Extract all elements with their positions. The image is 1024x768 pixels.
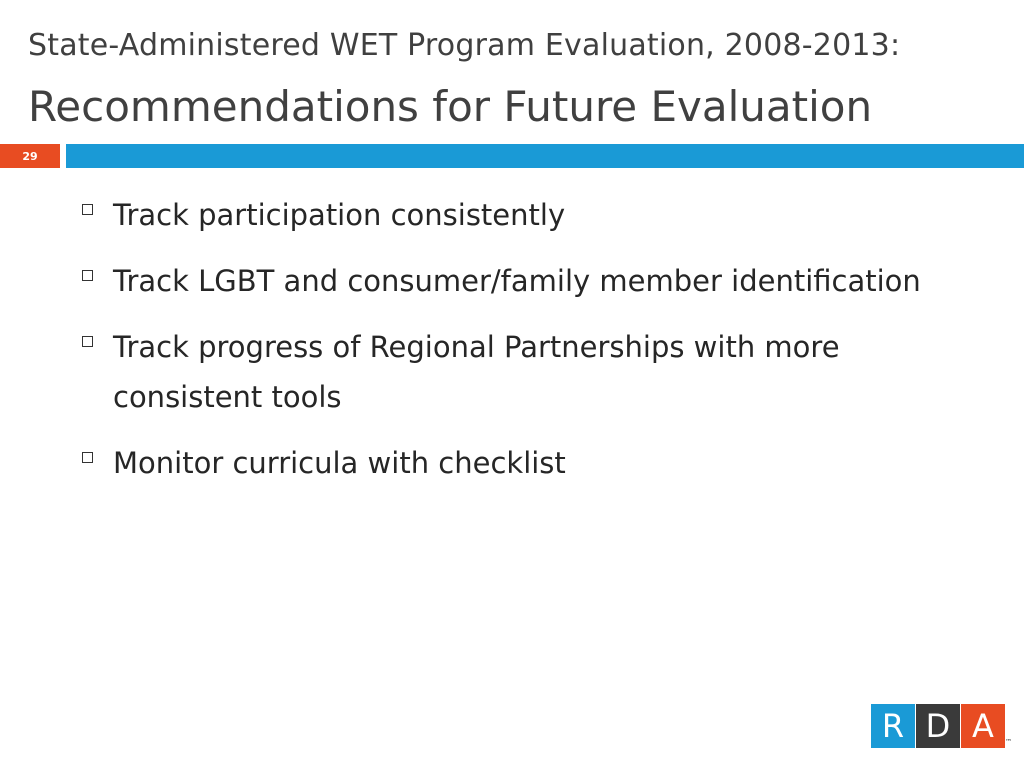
rda-logo: [871, 704, 1006, 748]
bullet-text: Track LGBT and consumer/family member identification: [113, 264, 921, 298]
square-bullet-icon: [82, 270, 93, 281]
logo-letter-d: D: [916, 704, 960, 748]
bullet-text: Track progress of Regional Partnerships with more consistent tools: [113, 330, 840, 414]
bullet-list: [82, 190, 982, 504]
header-divider-bar: [66, 144, 1024, 168]
logo-letter-a: A: [961, 704, 1005, 748]
square-bullet-icon: [82, 204, 93, 215]
bullet-text: Track participation consistently: [113, 198, 566, 232]
trademark-symbol: ™: [1005, 738, 1012, 746]
bullet-item: [82, 438, 982, 488]
logo-letter-r: R: [871, 704, 915, 748]
page-number: 29: [22, 149, 38, 163]
bullet-item: [82, 256, 982, 306]
slide-title-line1: State-Administered WET Program Evaluation, 2008-2013:: [28, 28, 901, 63]
bullet-item: [82, 190, 982, 240]
page-number-badge: [0, 144, 60, 168]
bullet-item: [82, 322, 982, 422]
square-bullet-icon: [82, 336, 93, 347]
slide-title-line2: Recommendations for Future Evaluation: [28, 82, 873, 131]
bullet-text: Monitor curricula with checklist: [113, 446, 566, 480]
square-bullet-icon: [82, 452, 93, 463]
